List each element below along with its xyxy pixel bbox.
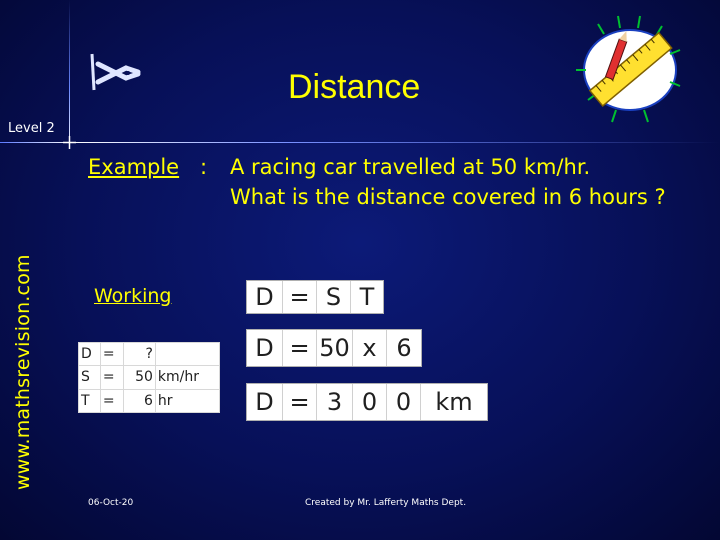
formula-cell: x	[353, 330, 387, 366]
formula-cell: =	[283, 330, 317, 366]
formula-cell: D	[247, 384, 283, 420]
formula-cell: 0	[387, 384, 421, 420]
table-cell: =	[100, 343, 123, 366]
formula-cell: D	[247, 281, 283, 313]
formula-cell: =	[283, 384, 317, 420]
formula-box-2	[246, 329, 422, 367]
ruler-pencil-badge-icon	[568, 10, 692, 130]
formula-cell: D	[247, 330, 283, 366]
table-cell: D	[79, 343, 101, 366]
level-label: Level 2	[8, 121, 55, 136]
table-cell: km/hr	[155, 366, 219, 389]
table-row	[79, 366, 220, 389]
dst-table	[78, 342, 220, 413]
header-horizontal-line	[0, 142, 720, 143]
slide-title: Distance	[288, 68, 421, 106]
example-label: Example	[88, 155, 180, 179]
crosshair-icon	[63, 136, 76, 149]
table-cell: =	[100, 389, 123, 412]
formula-cell: 0	[353, 384, 387, 420]
table-row	[79, 389, 220, 412]
table-cell	[155, 343, 219, 366]
table-cell: =	[100, 366, 123, 389]
formula-cell: 50	[317, 330, 353, 366]
formula-cell: 3	[317, 384, 353, 420]
formula-cell: =	[283, 281, 317, 313]
header-vertical-line	[69, 0, 70, 148]
slide-date: 06-Oct-20	[88, 498, 134, 508]
formula-cell: km	[435, 388, 473, 416]
table-row	[79, 343, 220, 366]
website-label: www.mathsrevision.com	[12, 254, 34, 490]
table-cell: 6	[124, 389, 156, 412]
formula-cell: S	[317, 281, 351, 313]
example-colon: :	[200, 155, 208, 179]
formula-cell: T	[359, 283, 375, 311]
formula-box-1	[246, 280, 384, 314]
table-cell: T	[79, 389, 101, 412]
formula-box-3	[246, 383, 488, 421]
scissors-logo-icon	[86, 50, 144, 94]
slide-credit: Created by Mr. Lafferty Maths Dept.	[305, 498, 467, 508]
table-cell: ?	[124, 343, 156, 366]
example-question-line-2: What is the distance covered in 6 hours ?	[230, 185, 666, 209]
working-label: Working	[94, 285, 172, 307]
table-cell: hr	[155, 389, 219, 412]
table-cell: S	[79, 366, 101, 389]
table-cell: 50	[124, 366, 156, 389]
example-question-line-1: A racing car travelled at 50 km/hr.	[230, 155, 591, 179]
formula-cell: 6	[396, 334, 412, 362]
